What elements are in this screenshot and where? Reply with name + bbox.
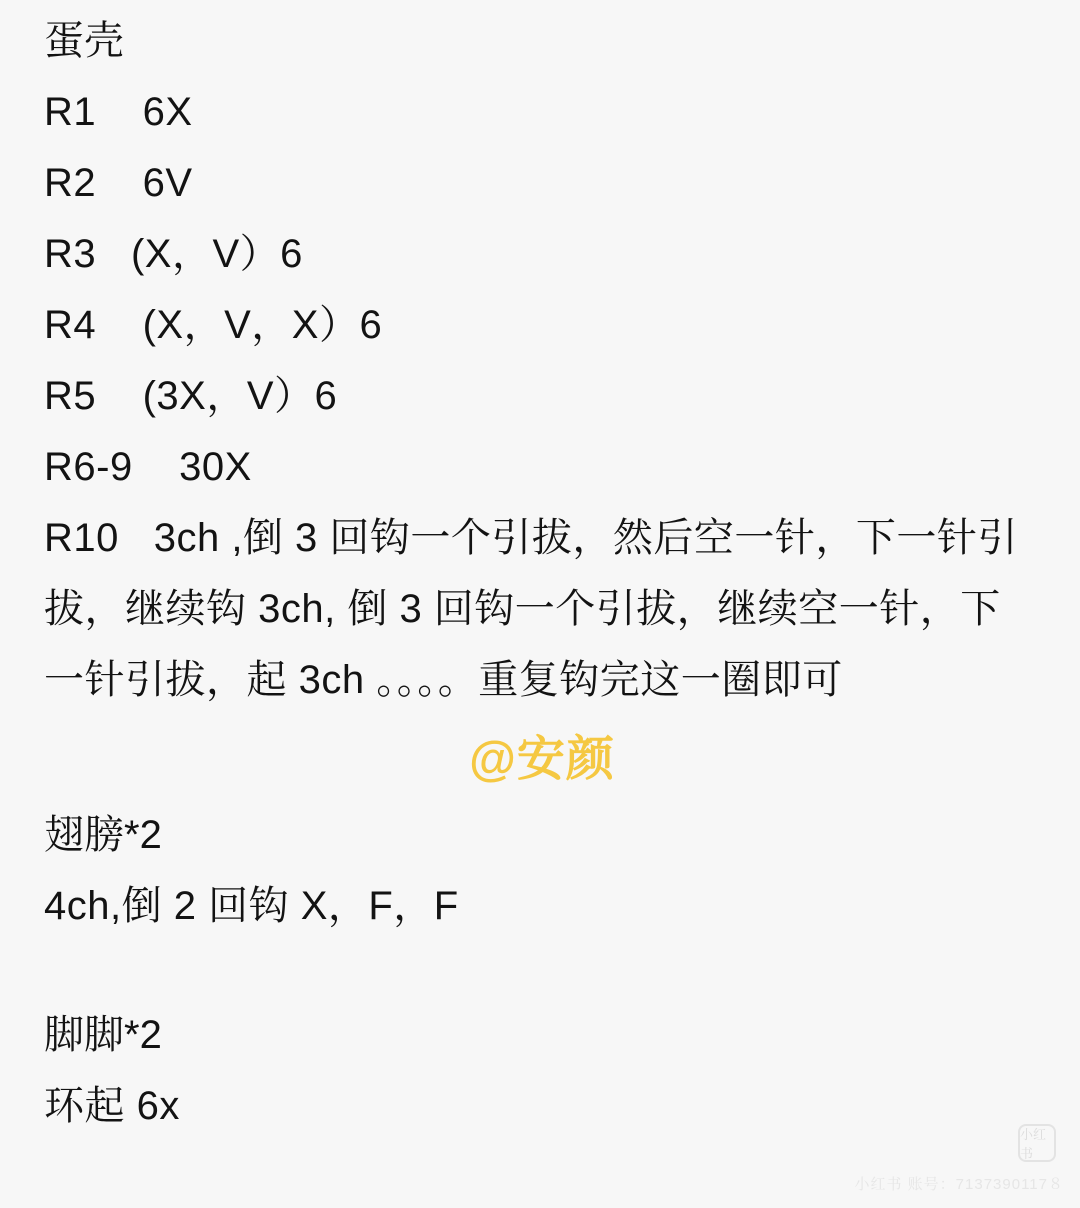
account-watermark-text: 小红书 账号：7137390117８	[854, 1176, 1064, 1193]
pattern-paragraph-r10: R10 3ch ,倒 3 回钩一个引拔，然后空一针，下一针引拔，继续钩 3ch, 倒 3 回钩一个引拔，继续空一针，下一针引拔，起 3ch 。。。。重复钩完这一圈即可	[44, 516, 1018, 702]
pattern-row: R5 (3X，V）6	[44, 374, 338, 418]
pattern-row: R3 (X，V）6	[44, 232, 303, 276]
section-spacer	[44, 942, 1040, 1000]
pattern-row: R4 (X，V，X）6	[44, 303, 383, 347]
section-title-wings: 翅膀*2	[44, 813, 162, 857]
pattern-row: R1 6X	[44, 90, 193, 134]
section-title-eggshell: 蛋壳	[44, 19, 124, 63]
wings-instruction: 4ch,倒 2 回钩 X，F，F	[44, 884, 459, 928]
pattern-row: R2 6V	[44, 161, 193, 205]
pattern-row: R6-9 30X	[44, 445, 252, 489]
author-watermark: @安颜	[469, 733, 615, 786]
app-watermark-badge: 小红书	[1018, 1124, 1056, 1162]
section-title-feet: 脚脚*2	[44, 1013, 162, 1057]
feet-instruction: 环起 6x	[44, 1084, 180, 1128]
